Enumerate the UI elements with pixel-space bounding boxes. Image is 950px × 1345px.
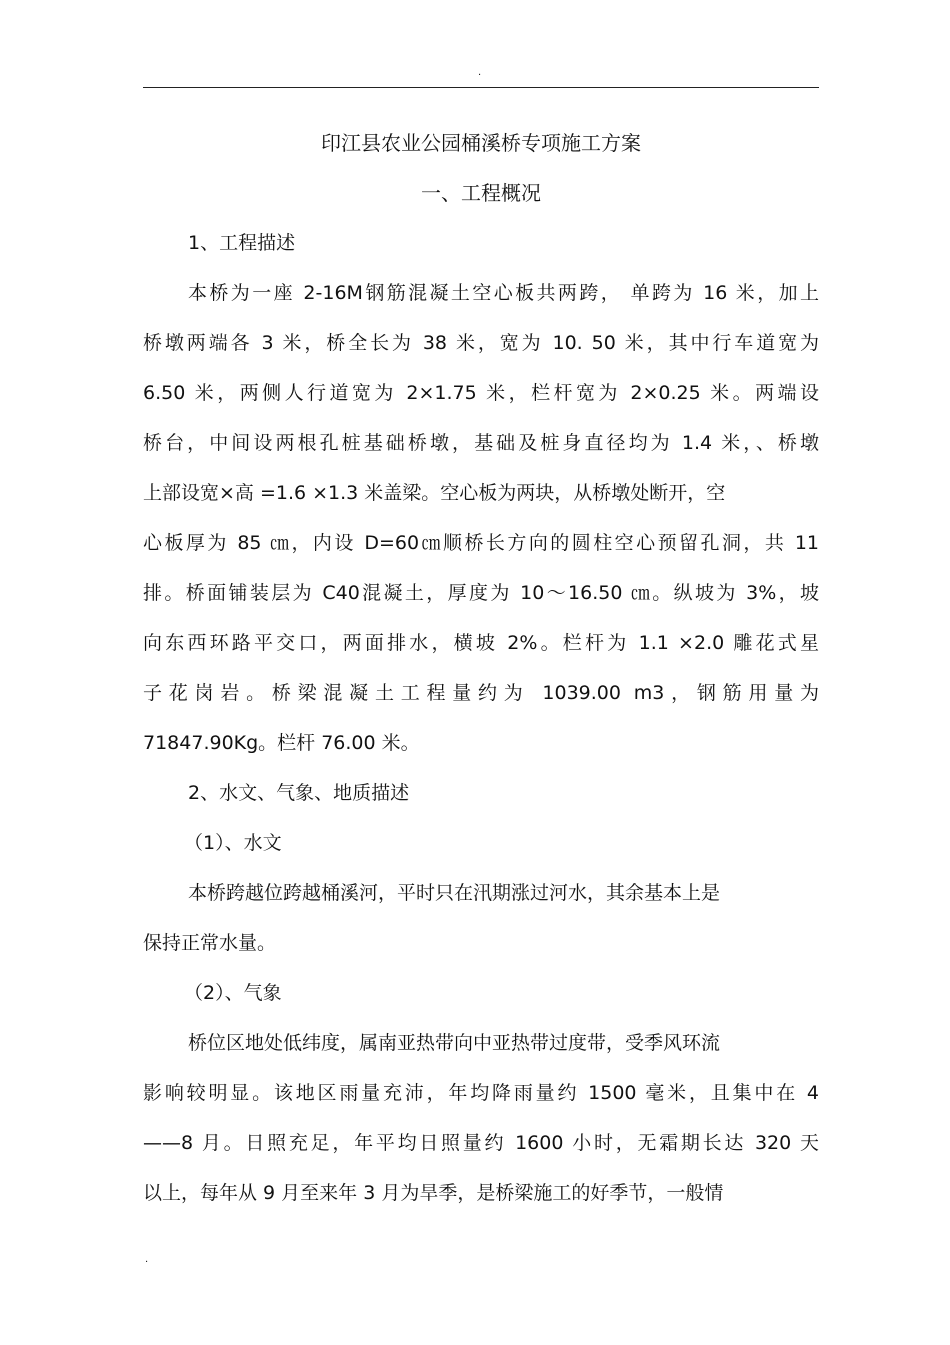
subheading-2: 2、水文、气象、地质描述 [188, 782, 410, 804]
paragraph-line: 本桥为一座 2-16M钢筋混凝土空心板共两跨， 单跨为 16 米，加上 [188, 282, 819, 304]
paragraph-line: 心板厚为 85 ㎝，内设 D=60㎝顺桥长方向的圆柱空心预留孔洞，共 11 [143, 532, 819, 554]
header-mark: . [478, 67, 482, 78]
header-rule [143, 87, 819, 88]
paragraph-line: 子花岗岩。桥梁混凝土工程量约为 1039.00 m3，钢筋用量为 [143, 682, 819, 704]
subheading-1: 1、工程描述 [188, 232, 296, 254]
paragraph-line: ——8 月。日照充足，年平均日照量约 1600 小时，无霜期长达 320 天 [143, 1132, 819, 1154]
paragraph-line: 上部设宽×高 =1.6 ×1.3 米盖梁。空心板为两块，从桥墩处断开，空 [143, 482, 726, 504]
subheading-2-2: （2）、气象 [184, 982, 282, 1004]
paragraph-line: 影响较明显。该地区雨量充沛，年均降雨量约 1500 毫米，且集中在 4 [143, 1082, 819, 1104]
paragraph-line: 向东西环路平交口，两面排水，横坡 2%。栏杆为 1.1 ×2.0 雕花式星 [143, 632, 819, 654]
paragraph-line: 本桥跨越位跨越桶溪河，平时只在汛期涨过河水，其余基本上是 [188, 882, 721, 904]
paragraph-line: 6.50 米，两侧人行道宽为 2×1.75 米，栏杆宽为 2×0.25 米。两端设 [143, 382, 819, 404]
paragraph-line: 桥台，中间设两根孔桩基础桥墩，基础及桩身直径均为 1.4 米，、桥墩 [143, 432, 819, 454]
paragraph-line: 桥位区地处低纬度，属南亚热带向中亚热带过度带，受季风环流 [188, 1032, 721, 1054]
footer-mark: . [145, 1254, 149, 1265]
document-title: 印江县农业公园桶溪桥专项施工方案 [321, 131, 641, 155]
paragraph-line: 保持正常水量。 [143, 932, 277, 954]
paragraph-line: 排。桥面铺装层为 C40混凝土，厚度为 10～16.50 ㎝。纵坡为 3%，坡 [143, 582, 819, 604]
paragraph-line: 以上，每年从 9 月至来年 3 月为旱季，是桥梁施工的好季节，一般情 [143, 1182, 724, 1204]
paragraph-line: 桥墩两端各 3 米，桥全长为 38 米，宽为 10. 50 米，其中行车道宽为 [143, 332, 819, 354]
section-heading-1: 一、工程概况 [421, 181, 541, 205]
subheading-2-1: （1）、水文 [184, 832, 282, 854]
paragraph-line: 71847.90Kg。栏杆 76.00 米。 [143, 732, 420, 754]
